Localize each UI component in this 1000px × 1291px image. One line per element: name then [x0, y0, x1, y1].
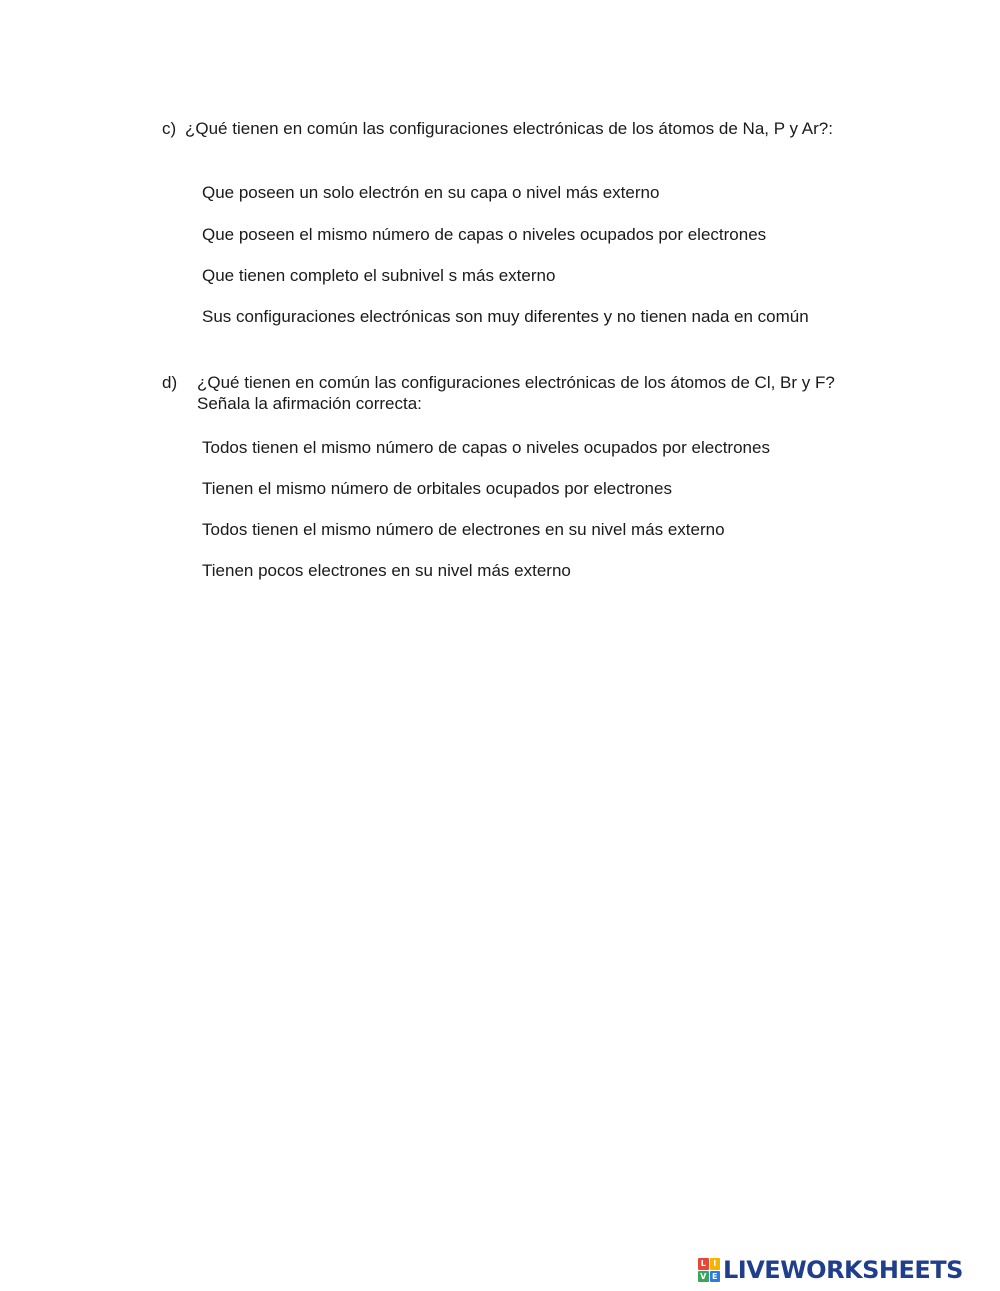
liveworksheets-logo	[698, 1256, 963, 1284]
logo-mark-letter: V	[698, 1271, 709, 1283]
question-d	[162, 372, 852, 414]
answer-option[interactable]: Que tienen completo el subnivel s más externo	[202, 266, 556, 285]
answer-option[interactable]: Todos tienen el mismo número de electrones en su nivel más externo	[202, 520, 725, 539]
logo-mark-letter: L	[698, 1258, 709, 1270]
answer-option[interactable]: Que poseen un solo electrón en su capa o nivel más externo	[202, 183, 660, 202]
question-marker: d)	[162, 373, 178, 392]
answer-option[interactable]: Que poseen el mismo número de capas o niveles ocupados por electrones	[202, 225, 767, 244]
logo-mark-letter: I	[710, 1258, 721, 1270]
logo-text: LIVEWORKSHEETS	[723, 1256, 963, 1284]
question-marker: c)	[162, 119, 177, 138]
question-c	[162, 118, 852, 139]
answer-option[interactable]: Sus configuraciones electrónicas son muy diferentes y no tienen nada en común	[202, 307, 809, 326]
answer-option[interactable]: Tienen el mismo número de orbitales ocupados por electrones	[202, 479, 672, 498]
answer-option[interactable]: Tienen pocos electrones en su nivel más externo	[202, 561, 571, 580]
answer-option[interactable]: Todos tienen el mismo número de capas o niveles ocupados por electrones	[202, 438, 770, 457]
logo-mark-letter: E	[710, 1271, 721, 1283]
question-text: ¿Qué tienen en común las configuraciones electrónicas de los átomos de Na, P y Ar?:	[185, 119, 833, 138]
question-text: ¿Qué tienen en común las configuraciones electrónicas de los átomos de Cl, Br y F? Señala la afirmación correcta:	[197, 373, 835, 413]
logo-mark-icon	[698, 1258, 720, 1282]
